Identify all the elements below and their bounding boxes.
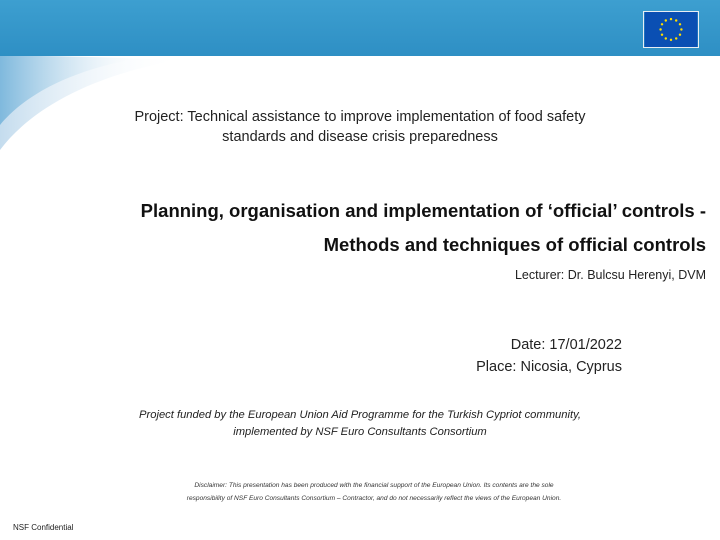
funding-statement — [60, 407, 660, 441]
funding-line-2: implemented by NSF Euro Consultants Consortium — [233, 426, 487, 438]
disclaimer-line-1: Disclaimer: This presentation has been produced with the financial support of the European Union. Its contents are the sole — [194, 482, 554, 489]
project-line-1: Project: Technical assistance to improve implementation of food safety — [134, 109, 586, 125]
presentation-place: Place: Nicosia, Cyprus — [476, 359, 622, 375]
project-line-2: standards and disease crisis preparedness — [222, 129, 498, 145]
eu-flag-icon — [643, 11, 699, 48]
presentation-title-line-1: Planning, organisation and implementation of ‘official’ controls - — [140, 200, 706, 221]
confidential-label: NSF Confidential — [13, 523, 74, 532]
header-band — [0, 0, 720, 56]
presentation-title-line-2: Methods and techniques of official controls — [323, 234, 706, 255]
lecturer-name: Lecturer: Dr. Bulcsu Herenyi, DVM — [514, 268, 706, 282]
disclaimer-line-2: responsibility of NSF Euro Consultants Consortium – Contractor, and do not necessarily reflect the views of the European Union. — [186, 495, 562, 502]
presentation-date: Date: 17/01/2022 — [510, 337, 622, 353]
project-description — [60, 107, 660, 147]
funding-line-1: Project funded by the European Union Aid Programme for the Turkish Cypriot community, — [139, 409, 581, 421]
disclaimer — [60, 479, 688, 505]
